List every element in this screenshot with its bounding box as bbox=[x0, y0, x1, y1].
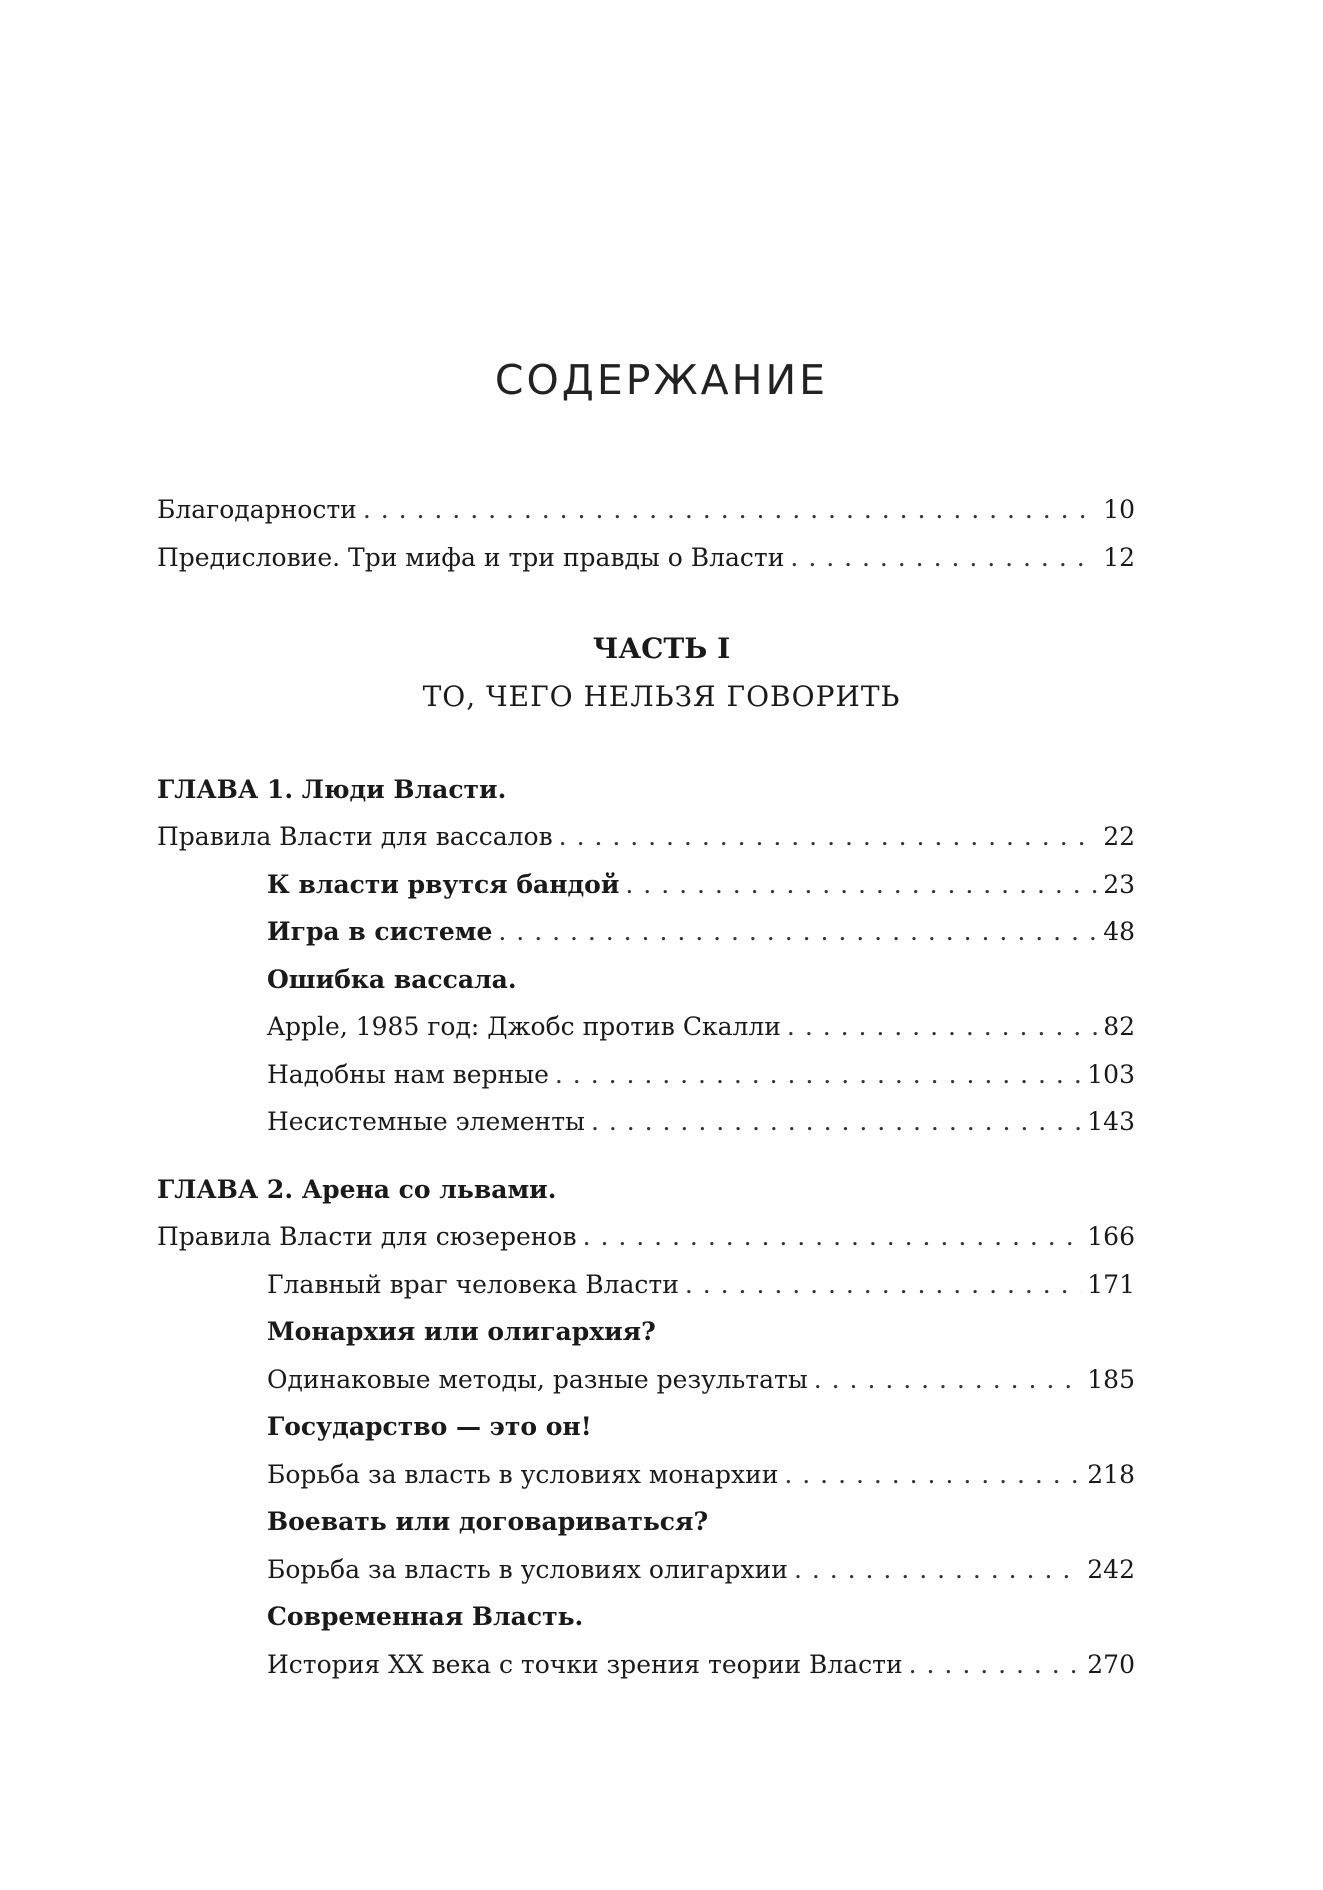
toc-entry bbox=[157, 861, 1135, 909]
toc-entry-title: Игра в системе bbox=[267, 917, 493, 946]
toc-entry-page-number: 22 bbox=[1103, 822, 1135, 851]
toc-entry-page-number: 82 bbox=[1103, 1012, 1135, 1041]
toc-entry-title: Воевать или договариваться? bbox=[267, 1507, 709, 1536]
toc-entry-title: К власти рвутся бандой bbox=[267, 869, 620, 899]
toc-entry bbox=[157, 1593, 1135, 1641]
toc-entry-page-number: 143 bbox=[1087, 1107, 1135, 1136]
toc-entry-title: Современная Власть. bbox=[267, 1602, 584, 1631]
toc-entry-page-number: 185 bbox=[1087, 1364, 1135, 1394]
dot-leader bbox=[814, 1356, 1082, 1404]
toc-entry-title: Правила Власти для вассалов bbox=[157, 822, 553, 851]
dot-leader bbox=[794, 1546, 1081, 1594]
dot-leader bbox=[591, 1098, 1081, 1146]
dot-leader bbox=[909, 1641, 1082, 1689]
dot-leader bbox=[790, 534, 1097, 582]
front-matter-list bbox=[157, 486, 1135, 581]
toc-entry-title: Монархия или олигархия? bbox=[267, 1317, 656, 1346]
toc-entry bbox=[157, 1213, 1135, 1261]
dot-leader bbox=[685, 1261, 1081, 1309]
toc-entry bbox=[157, 1498, 1135, 1546]
toc-entry bbox=[157, 534, 1135, 582]
toc-entry bbox=[157, 1051, 1135, 1099]
toc-entry bbox=[157, 1641, 1135, 1689]
toc-entry-title: Ошибка вассала. bbox=[267, 964, 517, 994]
toc-entry bbox=[157, 1356, 1135, 1404]
page-title: СОДЕРЖАНИЕ bbox=[494, 356, 829, 404]
toc-entry bbox=[157, 908, 1135, 956]
toc-entry-title: Борьба за власть в условиях олигархии bbox=[267, 1554, 788, 1584]
toc-entry-title: Борьба за власть в условиях монархии bbox=[267, 1459, 779, 1489]
toc-entry bbox=[157, 1546, 1135, 1594]
toc-entry bbox=[157, 1403, 1135, 1451]
toc-entry bbox=[157, 1308, 1135, 1356]
toc-entry-page-number: 103 bbox=[1087, 1059, 1135, 1089]
toc-entry-title: Государство — это он! bbox=[267, 1412, 592, 1441]
toc-entry-page-number: 10 bbox=[1103, 495, 1135, 524]
toc-entry-page-number: 171 bbox=[1087, 1269, 1135, 1299]
toc-entry-title: Правила Власти для сюзеренов bbox=[157, 1222, 577, 1251]
chapter-2-heading: ГЛАВА 2. Арена со львами. bbox=[157, 1175, 557, 1204]
toc-entry-page-number: 218 bbox=[1087, 1459, 1135, 1489]
toc-entry-title: Надобны нам верные bbox=[267, 1059, 549, 1089]
toc-entry-title: Одинаковые методы, разные результаты bbox=[267, 1364, 808, 1394]
toc-entry bbox=[157, 813, 1135, 861]
toc-entry-page-number: 242 bbox=[1087, 1554, 1135, 1584]
dot-leader bbox=[784, 1451, 1081, 1499]
dot-leader bbox=[625, 861, 1097, 909]
dot-leader bbox=[559, 813, 1098, 861]
toc-entry bbox=[157, 1261, 1135, 1309]
toc-entry-title: Главный враг человека Власти bbox=[267, 1269, 679, 1299]
dot-leader bbox=[363, 486, 1097, 534]
dot-leader bbox=[498, 908, 1097, 956]
toc-entry-title: История XX века с точки зрения теории Власти bbox=[267, 1649, 903, 1679]
dot-leader bbox=[583, 1213, 1082, 1261]
toc-entry bbox=[157, 1098, 1135, 1146]
toc-entry bbox=[157, 486, 1135, 534]
chapter-1-entries bbox=[157, 813, 1135, 1146]
chapter-2-entries bbox=[157, 1213, 1135, 1688]
toc-entry-page-number: 12 bbox=[1103, 542, 1135, 572]
toc-entry-page-number: 166 bbox=[1087, 1222, 1135, 1251]
toc-entry bbox=[157, 1451, 1135, 1499]
toc-entry-page-number: 270 bbox=[1087, 1649, 1135, 1679]
dot-leader bbox=[787, 1003, 1097, 1051]
chapter-1-heading: ГЛАВА 1. Люди Власти. bbox=[157, 775, 507, 804]
toc-entry-title: Apple, 1985 год: Джобс против Скалли bbox=[267, 1012, 781, 1041]
part-subtitle: ТО, ЧЕГО НЕЛЬЗЯ ГОВОРИТЬ bbox=[422, 680, 901, 713]
toc-entry-page-number: 23 bbox=[1103, 869, 1135, 899]
toc-entry-title: Предисловие. Три мифа и три правды о Власти bbox=[157, 542, 785, 572]
toc-entry-title: Несистемные элементы bbox=[267, 1107, 585, 1136]
toc-entry-title: Благодарности bbox=[157, 495, 357, 524]
toc-entry bbox=[157, 1003, 1135, 1051]
dot-leader bbox=[555, 1051, 1081, 1099]
toc-entry-page-number: 48 bbox=[1103, 917, 1135, 946]
part-label: ЧАСТЬ I bbox=[592, 632, 731, 665]
toc-entry bbox=[157, 956, 1135, 1004]
